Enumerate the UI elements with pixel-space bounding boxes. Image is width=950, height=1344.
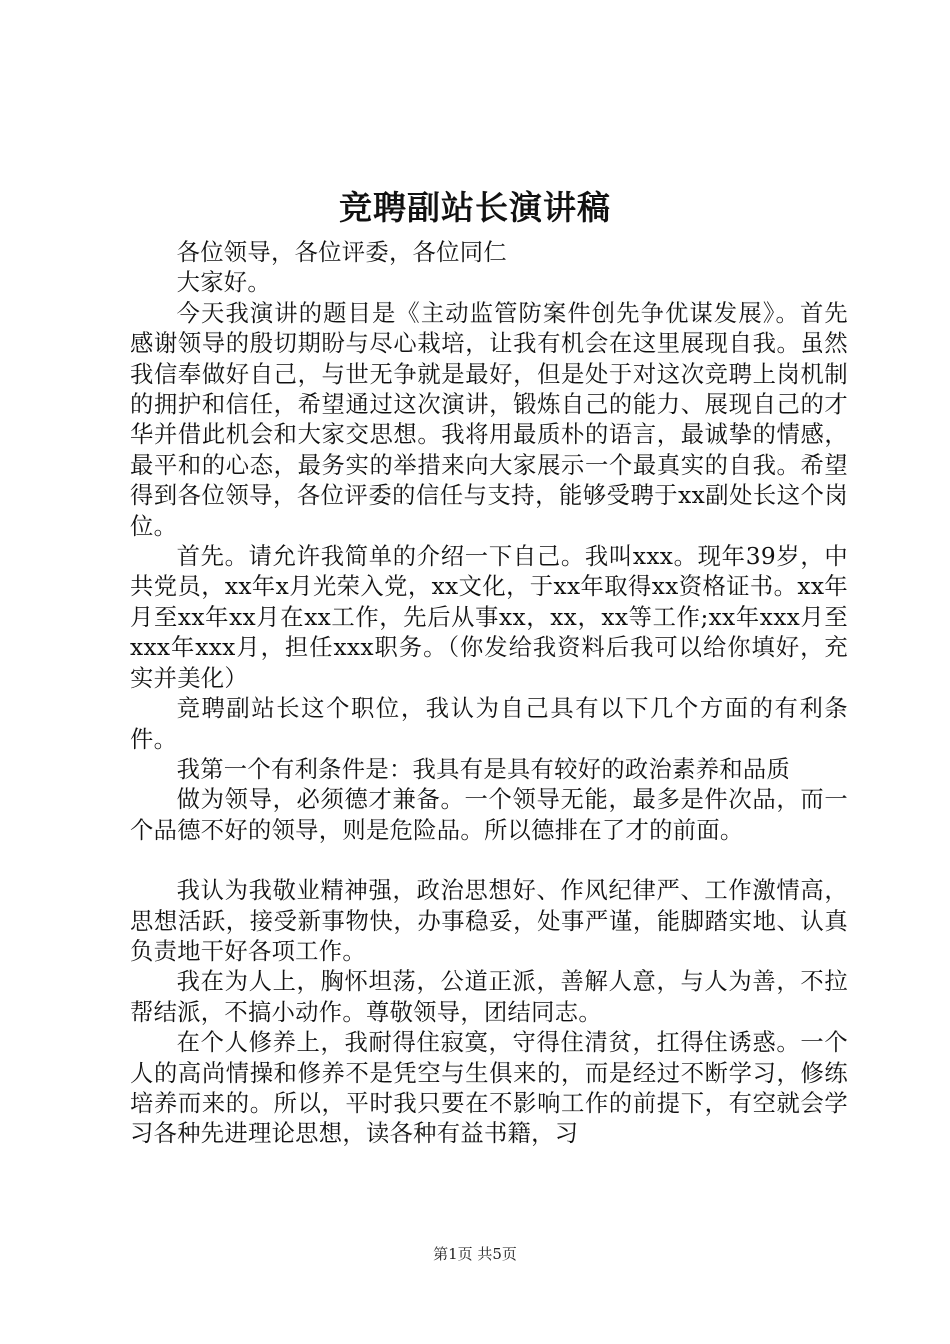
paragraph-intro: 今天我演讲的题目是《主动监管防案件创先争优谋发展》。首先感谢领导的殷切期盼与尽心栽培，让我有机会在这里展现自我。虽然我信奉做好自己，与世无争就是最好，但是处于对这次竞聘上岗机制的拥护和信任，希望通过这次演讲，锻炼自己的能力、展现自己的才华并借此机会和大家交思想。我将用最质朴的语言，最诚挚的情感，最平和的心态，最务实的举措来向大家展示一个最真实的自我。希望得到各位领导，各位评委的信任与支持，能够受聘于xx副处长这个岗位。 <box>130 299 848 540</box>
paragraph-character: 我在为人上，胸怀坦荡，公道正派，善解人意，与人为善，不拉帮结派，不搞小动作。尊敬领导，团结同志。 <box>130 968 848 1026</box>
paragraph-virtue: 做为领导，必须德才兼备。一个领导无能，最多是件次品，而一个品德不好的领导，则是危险品。所以德排在了才的前面。 <box>130 786 848 844</box>
paragraph-advantages: 竞聘副站长这个职位，我认为自己具有以下几个方面的有利条件。 <box>130 695 848 753</box>
paragraph-first-advantage: 我第一个有利条件是：我具有是具有较好的政治素养和品质 <box>176 755 791 783</box>
paragraph-self-cultivation: 在个人修养上，我耐得住寂寞，守得住清贫，扛得住诱惑。一个人的高尚情操和修养不是凭空与生俱来的，而是经过不断学习，修练培养而来的。所以，平时我只要在不影响工作的前提下，有空就会学习各种先进理论思想，读各种有益书籍，习 <box>130 1029 848 1148</box>
paragraph-self-introduction: 首先。请允许我简单的介绍一下自己。我叫xxx。现年39岁，中共党员，xx年x月光荣入党，xx文化，于xx年取得xx资格证书。xx年月至xx年xx月在xx工作，先后从事xx，xx，xx等工作;xx年xxx月至xxx年xxx月，担任xxx职务。（你发给我资料后我可以给你填好，充实并美化） <box>130 543 848 692</box>
document-body <box>130 238 848 1150</box>
document-title: 竞聘副站长演讲稿 <box>339 188 611 227</box>
paragraph-greeting: 各位领导，各位评委，各位同仁 <box>176 239 507 266</box>
page-number-footer: 第1页 共5页 <box>433 1245 517 1263</box>
paragraph-hello: 大家好。 <box>176 269 271 297</box>
paragraph-dedication: 我认为我敬业精神强，政治思想好、作风纪律严、工作激情高，思想活跃，接受新事物快，办事稳妥，处事严谨，能脚踏实地、认真负责地干好各项工作。 <box>130 877 848 965</box>
